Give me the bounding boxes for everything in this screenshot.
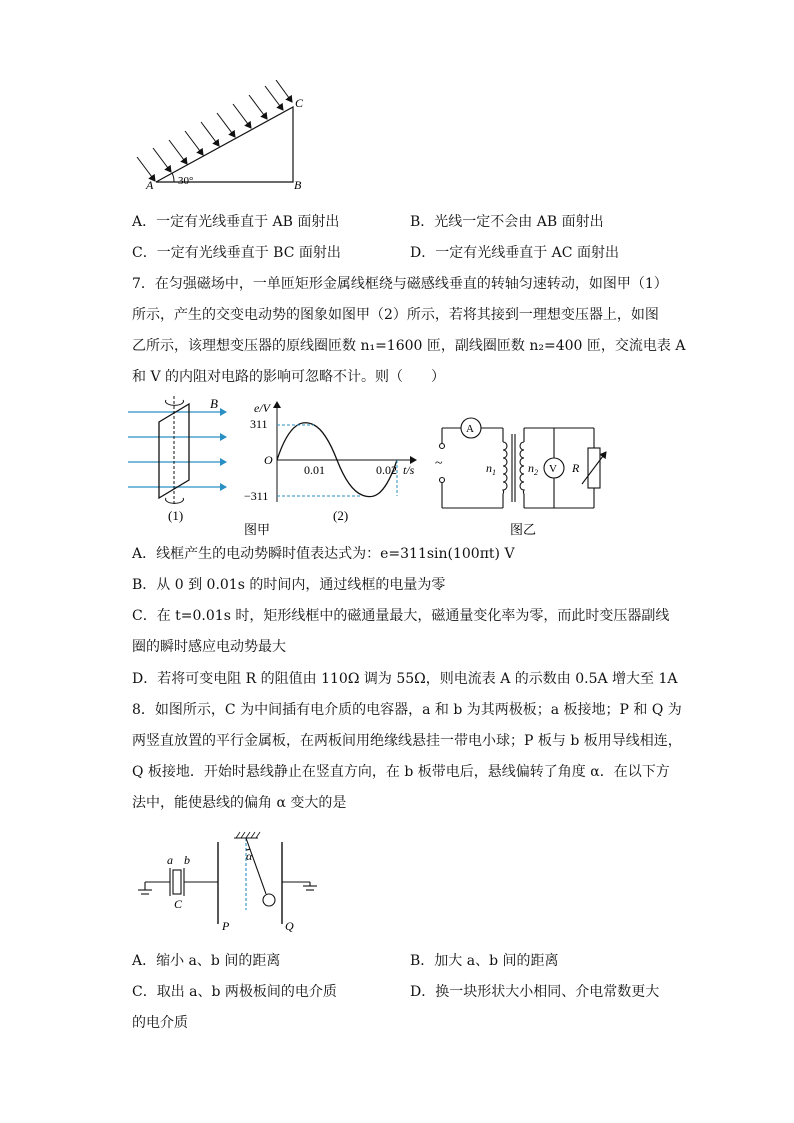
origin-label: O	[264, 453, 273, 467]
q8-figure	[130, 828, 330, 938]
n2-label: $n_2$	[528, 461, 538, 477]
q8-option-a: A．缩小 a、b 间的距离	[132, 953, 281, 969]
angle-arc	[172, 173, 174, 182]
sub-label-1: (1)	[168, 508, 184, 523]
voltmeter-label: V	[549, 463, 557, 475]
q7-stem-1: 7．在匀强磁场中，一单匝矩形金属线框绕与磁感线垂直的转轴匀速转动，如图甲（1）	[132, 276, 668, 292]
q8-option-d-2: 的电介质	[132, 1015, 188, 1031]
q8-option-c: C．取出 a、b 两极板间的电介质	[132, 984, 337, 1000]
q6-option-d: D．一定有光线垂直于 AC 面射出	[410, 245, 619, 261]
tick-t2: 0.02	[376, 463, 397, 477]
primary-coil	[503, 442, 507, 494]
dielectric	[173, 870, 181, 894]
secondary-coil	[520, 442, 524, 494]
prism-figure	[126, 80, 316, 192]
label-Q: Q	[285, 919, 294, 933]
q6-option-c: C．一定有光线垂直于 BC 面射出	[132, 245, 341, 261]
label-b: b	[184, 853, 190, 867]
tick-t1: 0.01	[304, 463, 325, 477]
emf-graph	[244, 401, 416, 523]
y-axis-label: e/V	[254, 401, 270, 415]
angle-label: 30°	[178, 175, 194, 187]
q8-stem-3: Q 板接地．开始时悬线静止在竖直方向，在 b 板带电后，悬线偏转了角度 α．在以下方	[132, 764, 670, 780]
label-B: B	[294, 178, 302, 192]
label-C: C	[174, 897, 183, 911]
q7-option-a: A．线框产生的电动势瞬时值表达式为：e=311sin(100πt) V	[132, 546, 515, 562]
x-axis-label: t/s	[403, 463, 415, 477]
label-P: P	[222, 919, 230, 933]
q7-option-c-2: 圈的瞬时感应电动势最大	[132, 639, 286, 655]
ac-source-symbol: ~	[435, 456, 443, 471]
label-C: C	[295, 96, 304, 110]
charged-ball	[263, 894, 275, 906]
q8-stem-1: 8．如图所示，C 为中间插有电介质的电容器，a 和 b 为其两极板；a 板接地；P 和 Q 为	[132, 702, 682, 718]
q8-option-d-1: D．换一块形状大小相同、介电常数更大	[410, 984, 660, 1000]
q8-stem-4: 法中，能使悬线的偏角 α 变大的是	[132, 795, 347, 811]
q8-stem-2: 两竖直放置的平行金属板，在两板间用绝缘线悬挂一带电小球；P 板与 b 板用导线相连，	[132, 733, 682, 749]
q7-option-d: D．若将可变电阻 R 的阻值由 110Ω 调为 55Ω，则电流表 A 的示数由 0.5A 增大至 1A	[132, 671, 678, 687]
q8-option-b: B．加大 a、b 间的距离	[410, 953, 559, 969]
y-max-label: 311	[250, 417, 268, 431]
q7-option-b: B．从 0 到 0.01s 的时间内，通过线框的电量为零	[132, 577, 446, 593]
q6-option-a: A．一定有光线垂直于 AB 面射出	[132, 214, 340, 230]
caption-yi: 图乙	[510, 522, 537, 537]
ceiling-hatch	[236, 832, 260, 838]
q7-figure	[126, 392, 616, 542]
q7-stem-4: 和 V 的内阻对电路的影响可忽略不计。则（ ）	[132, 369, 446, 385]
label-A: A	[146, 178, 154, 192]
ammeter-label: A	[466, 423, 474, 435]
label-alpha: α	[246, 849, 253, 863]
string	[246, 838, 266, 894]
resistor-label: R	[572, 461, 580, 475]
q7-option-c-1: C．在 t=0.01s 时，矩形线框中的磁通量最大，磁通量变化率为零，而此时变压器副线	[132, 608, 670, 624]
q7-stem-2: 所示，产生的交变电动势的图象如图甲（2）所示，若将其接到一理想变压器上，如图	[132, 307, 659, 323]
sub-label-2: (2)	[333, 508, 349, 523]
rotating-loop-diagram	[128, 396, 226, 523]
y-min-label: −311	[244, 489, 269, 503]
label-a: a	[167, 853, 173, 867]
prism-triangle	[156, 107, 293, 182]
q6-option-b: B．光线一定不会由 AB 面射出	[410, 214, 604, 230]
n1-label: $n_1$	[486, 461, 496, 477]
light-rays	[137, 80, 292, 181]
caption-jia: 图甲	[244, 522, 271, 537]
magnetic-field-lines	[128, 412, 226, 487]
q7-stem-3: 乙所示，该理想变压器的原线圈匝数 n₁=1600 匝，副线圈匝数 n₂=400 匝，交流电表 A	[132, 338, 686, 354]
field-label-B: B	[210, 396, 218, 411]
transformer-circuit	[440, 418, 607, 508]
